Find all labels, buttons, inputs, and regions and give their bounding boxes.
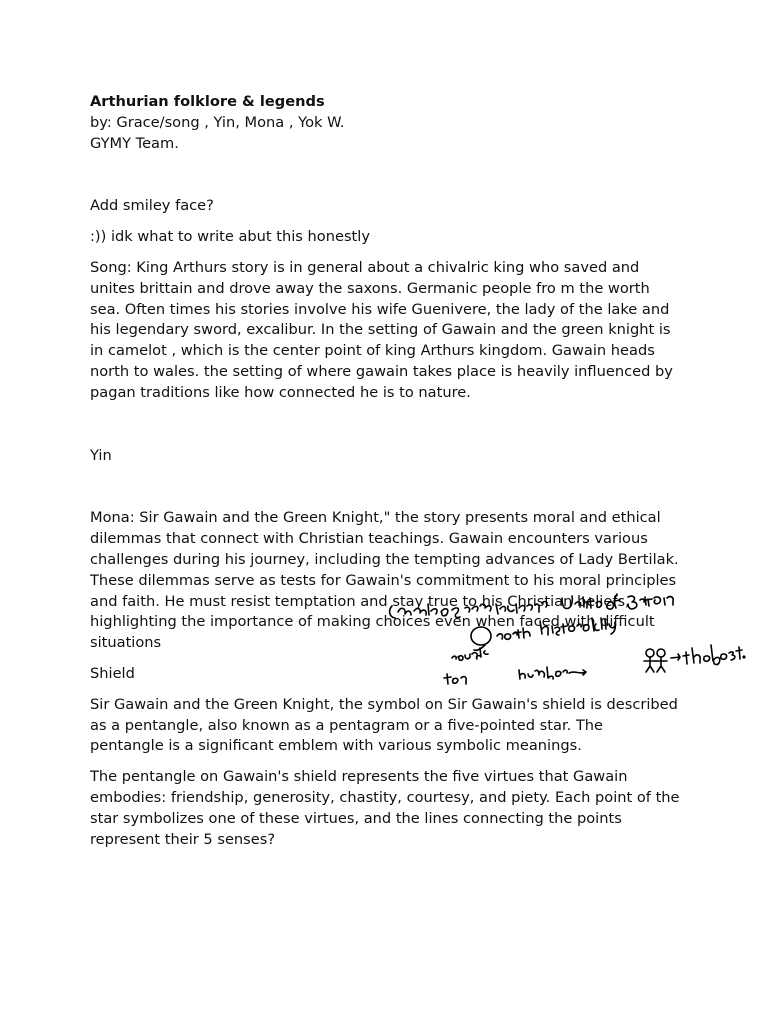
yin-label: Yin: [90, 446, 112, 464]
document-title: Arthurian folklore & legends: [90, 93, 325, 110]
mona-paragraph: Mona: Sir Gawain and the Green Knight," the story presents moral and ethical dilemmas that connect with Christian teachings. Gawain encounters various challenges during his journey, including the tempting advances of Lady Bertilak. These dilemmas serve as tests for Gawain's commitment to his moral principles and faith. He must resist temptation and stay true to his Christian beliefs, highlighting the importance of making choices even when faced with difficult situations: [90, 509, 679, 652]
document-byline: by: Grace/song , Yin, Mona , Yok W.: [90, 113, 345, 131]
song-paragraph: Song: King Arthurs story is in general about a chivalric king who saved and unites brittain and drove away the saxons. Germanic people fro m the worth sea. Often times his stories involve his wife Guenivere, the lady of the lake and his legendary sword, excalibur. In the setting of Gawain and the green knight is in camelot , which is the center point of king Arthurs kingdom. Gawain heads north to wales. the setting of where gawain takes place is heavily influenced by pagan traditions like how connected he is to nature.: [90, 258, 673, 401]
shield-heading: Shield: [90, 664, 135, 682]
shield-paragraph-2: The pentangle on Gawain's shield represents the five virtues that Gawain embodies: friendship, generosity, chastity, courtesy, and piety. Each point of the star symbolizes one of these virtues, and the lines connecting the points represent their 5 senses?: [90, 768, 680, 848]
shield-paragraph-1: Sir Gawain and the Green Knight, the symbol on Sir Gawain's shield is described as a pentangle, also known as a pentagram or a five-pointed star. The pentangle is a significant emblem with various symbolic meanings.: [90, 695, 678, 755]
document-body: [90, 92, 680, 850]
team-name: GYMY Team.: [90, 134, 179, 152]
smiley-prompt: Add smiley face?: [90, 197, 214, 215]
smiley-reply: :)) idk what to write abut this honestly: [90, 228, 370, 246]
